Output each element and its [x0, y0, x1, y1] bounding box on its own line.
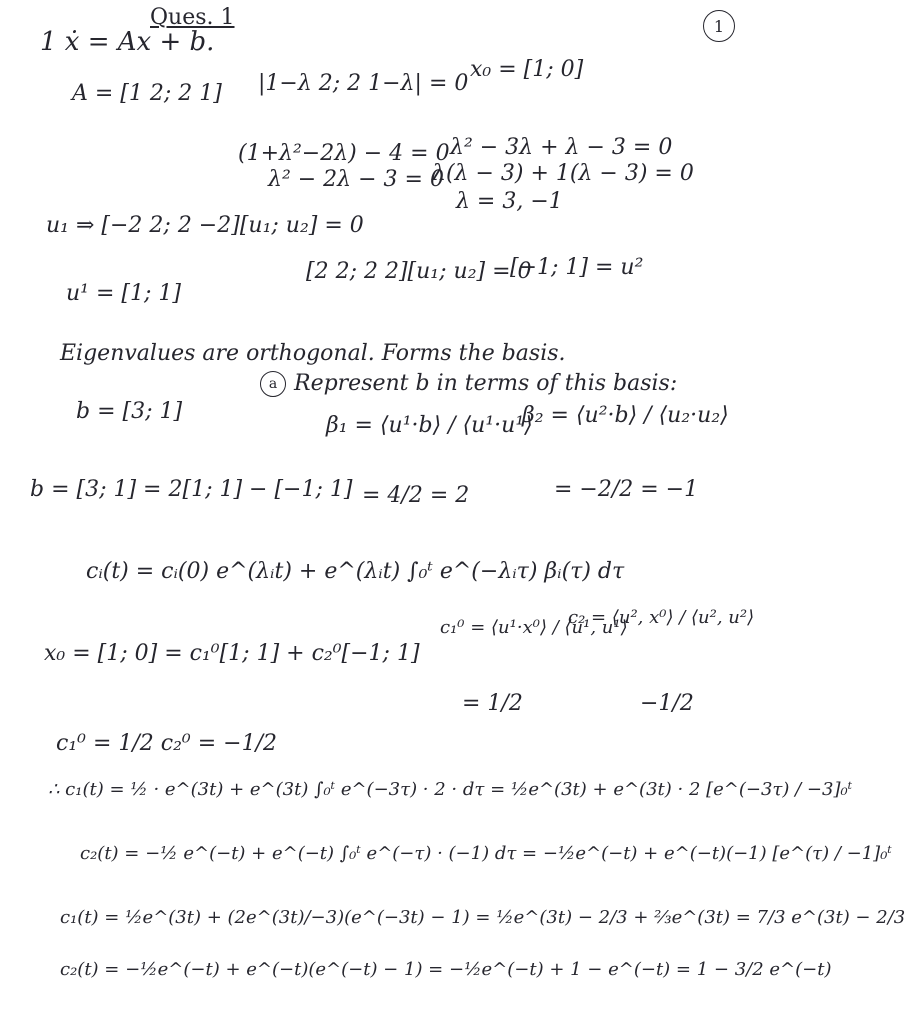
matrix-a: A = [1 2; 2 1] [72, 81, 222, 106]
c2-zero-value: −1/2 [640, 691, 694, 716]
eigenvalues: λ = 3, −1 [456, 189, 563, 214]
eigenvector-1-system: u₁ ⇒ [−2 2; 2 −2][u₁; u₂] = 0 [46, 213, 364, 238]
char-eq-split: λ² − 3λ + λ − 3 = 0 [450, 135, 673, 160]
initial-decomposition: x₀ = [1; 0] = c₁⁰[1; 1] + c₂⁰[−1; 1] [44, 641, 420, 666]
initial-state: x₀ = [1; 0] [470, 57, 584, 82]
equation-system: 1 ẋ = Ax + b. [40, 27, 215, 57]
c2-zero-formula: c₂ = ⟨u², x⁰⟩ / ⟨u², u²⟩ [568, 607, 755, 628]
c1-solution: c₁(t) = ½e^(3t) + (2e^(3t)/−3)(e^(−3t) − 1) = ½e^(3t) − 2/3 + ⅔e^(3t) = 7/3 e^(3t) − 2/3 [60, 907, 905, 928]
page-number: 1 [713, 16, 725, 36]
subpart-a-heading [260, 370, 677, 398]
char-eq-quadratic: λ² − 2λ − 3 = 0 [268, 167, 444, 192]
c1-zero-value: = 1/2 [462, 691, 523, 716]
char-eq-factored: λ(λ − 3) + 1(λ − 3) = 0 [432, 161, 694, 186]
characteristic-determinant: |1−λ 2; 2 1−λ| = 0 [258, 71, 469, 96]
eigenvector-1: u¹ = [1; 1] [66, 281, 181, 306]
b-in-basis: b = [3; 1] = 2[1; 1] − [−1; 1] [30, 477, 353, 502]
beta-2-value: = −2/2 = −1 [554, 477, 699, 502]
subpart-marker: a [260, 371, 286, 397]
orthogonality-note: Eigenvalues are orthogonal. Forms the basis. [60, 341, 566, 366]
question-title: Ques. 1 [150, 5, 235, 30]
subpart-a-text: Represent b in terms of this basis: [294, 371, 678, 396]
c1-integral: ∴ c₁(t) = ½ · e^(3t) + e^(3t) ∫₀ᵗ e^(−3τ) · 2 · dτ = ½e^(3t) + e^(3t) · 2 [e^(−3τ) / −3]₀ᵗ [48, 779, 853, 800]
vector-b: b = [3; 1] [76, 399, 183, 424]
beta-1-formula: β₁ = ⟨u¹·b⟩ / ⟨u¹·u¹⟩ [326, 413, 533, 438]
char-eq-expanded: (1+λ²−2λ) − 4 = 0 [238, 141, 450, 166]
page-number-circle [703, 10, 735, 42]
eigenvector-2-system: [2 2; 2 2][u₁; u₂] = 0 [306, 259, 532, 284]
initial-coefficients: c₁⁰ = 1/2 c₂⁰ = −1/2 [56, 731, 277, 756]
c2-solution: c₂(t) = −½e^(−t) + e^(−t)(e^(−t) − 1) = −½e^(−t) + 1 − e^(−t) = 1 − 3/2 e^(−t) [60, 959, 832, 980]
beta-1-value: = 4/2 = 2 [362, 483, 470, 508]
solution-formula: cᵢ(t) = cᵢ(0) e^(λᵢt) + e^(λᵢt) ∫₀ᵗ e^(−λᵢτ) βᵢ(τ) dτ [86, 559, 625, 584]
c1-zero-formula: c₁⁰ = ⟨u¹·x⁰⟩ / ⟨u¹, u¹⟩ [440, 617, 628, 638]
eigenvector-2: [−1; 1] = u² [510, 255, 644, 280]
c2-integral: c₂(t) = −½ e^(−t) + e^(−t) ∫₀ᵗ e^(−τ) · (−1) dτ = −½e^(−t) + e^(−t)(−1) [e^(τ) / −1]₀ᵗ [80, 843, 892, 864]
beta-2-formula: β₂ = ⟨u²·b⟩ / ⟨u₂·u₂⟩ [522, 403, 729, 428]
